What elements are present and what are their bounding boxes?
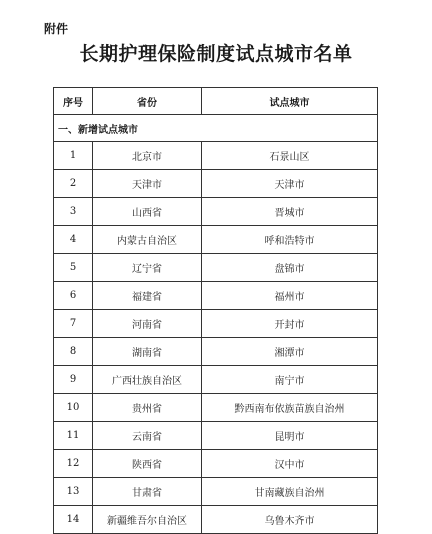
row-number-cell: 5	[54, 254, 93, 282]
city-cell: 呼和浩特市	[202, 226, 378, 254]
province-cell: 内蒙古自治区	[93, 226, 202, 254]
document-title: 长期护理保险制度试点城市名单	[79, 43, 353, 65]
city-cell: 甘南藏族自治州	[202, 478, 378, 506]
city-cell: 盘锦市	[202, 254, 378, 282]
city-cell: 乌鲁木齐市	[202, 506, 378, 534]
city-cell: 昆明市	[202, 422, 378, 450]
row-number-cell: 6	[54, 282, 93, 310]
province-cell: 湖南省	[93, 338, 202, 366]
row-number-cell: 11	[54, 422, 93, 450]
row-number-cell: 2	[54, 170, 93, 198]
table-row	[54, 450, 378, 478]
row-number-cell: 8	[54, 338, 93, 366]
row-number-cell: 12	[54, 450, 93, 478]
table-row	[54, 226, 378, 254]
table-header-row	[54, 88, 378, 115]
province-cell: 辽宁省	[93, 254, 202, 282]
section-label: 一、新增试点城市	[54, 115, 378, 142]
province-cell: 天津市	[93, 170, 202, 198]
province-cell: 广西壮族自治区	[93, 366, 202, 394]
table-row	[54, 170, 378, 198]
city-cell: 南宁市	[202, 366, 378, 394]
table-row	[54, 198, 378, 226]
province-cell: 山西省	[93, 198, 202, 226]
table-row	[54, 394, 378, 422]
table-body	[54, 115, 378, 534]
table-row	[54, 282, 378, 310]
province-cell: 贵州省	[93, 394, 202, 422]
province-cell: 甘肃省	[93, 478, 202, 506]
column-header-number: 序号	[54, 88, 93, 115]
row-number-cell: 7	[54, 310, 93, 338]
city-cell: 石景山区	[202, 142, 378, 170]
city-cell: 福州市	[202, 282, 378, 310]
province-cell: 新疆维吾尔自治区	[93, 506, 202, 534]
table-row	[54, 338, 378, 366]
row-number-cell: 13	[54, 478, 93, 506]
pilot-cities-table	[53, 87, 378, 534]
table-row	[54, 422, 378, 450]
row-number-cell: 14	[54, 506, 93, 534]
city-cell: 湘潭市	[202, 338, 378, 366]
row-number-cell: 10	[54, 394, 93, 422]
table-row	[54, 254, 378, 282]
province-cell: 河南省	[93, 310, 202, 338]
row-number-cell: 1	[54, 142, 93, 170]
row-number-cell: 3	[54, 198, 93, 226]
table-row	[54, 310, 378, 338]
city-cell: 汉中市	[202, 450, 378, 478]
province-cell: 福建省	[93, 282, 202, 310]
row-number-cell: 9	[54, 366, 93, 394]
column-header-city: 试点城市	[202, 88, 378, 115]
table-row	[54, 366, 378, 394]
section-row	[54, 115, 378, 142]
table-row	[54, 142, 378, 170]
column-header-province: 省份	[93, 88, 202, 115]
table-row	[54, 478, 378, 506]
province-cell: 陕西省	[93, 450, 202, 478]
attachment-label: 附件	[44, 22, 69, 36]
city-cell: 晋城市	[202, 198, 378, 226]
table-row	[54, 506, 378, 534]
city-cell: 天津市	[202, 170, 378, 198]
city-cell: 开封市	[202, 310, 378, 338]
province-cell: 云南省	[93, 422, 202, 450]
row-number-cell: 4	[54, 226, 93, 254]
city-cell: 黔西南布依族苗族自治州	[202, 394, 378, 422]
province-cell: 北京市	[93, 142, 202, 170]
